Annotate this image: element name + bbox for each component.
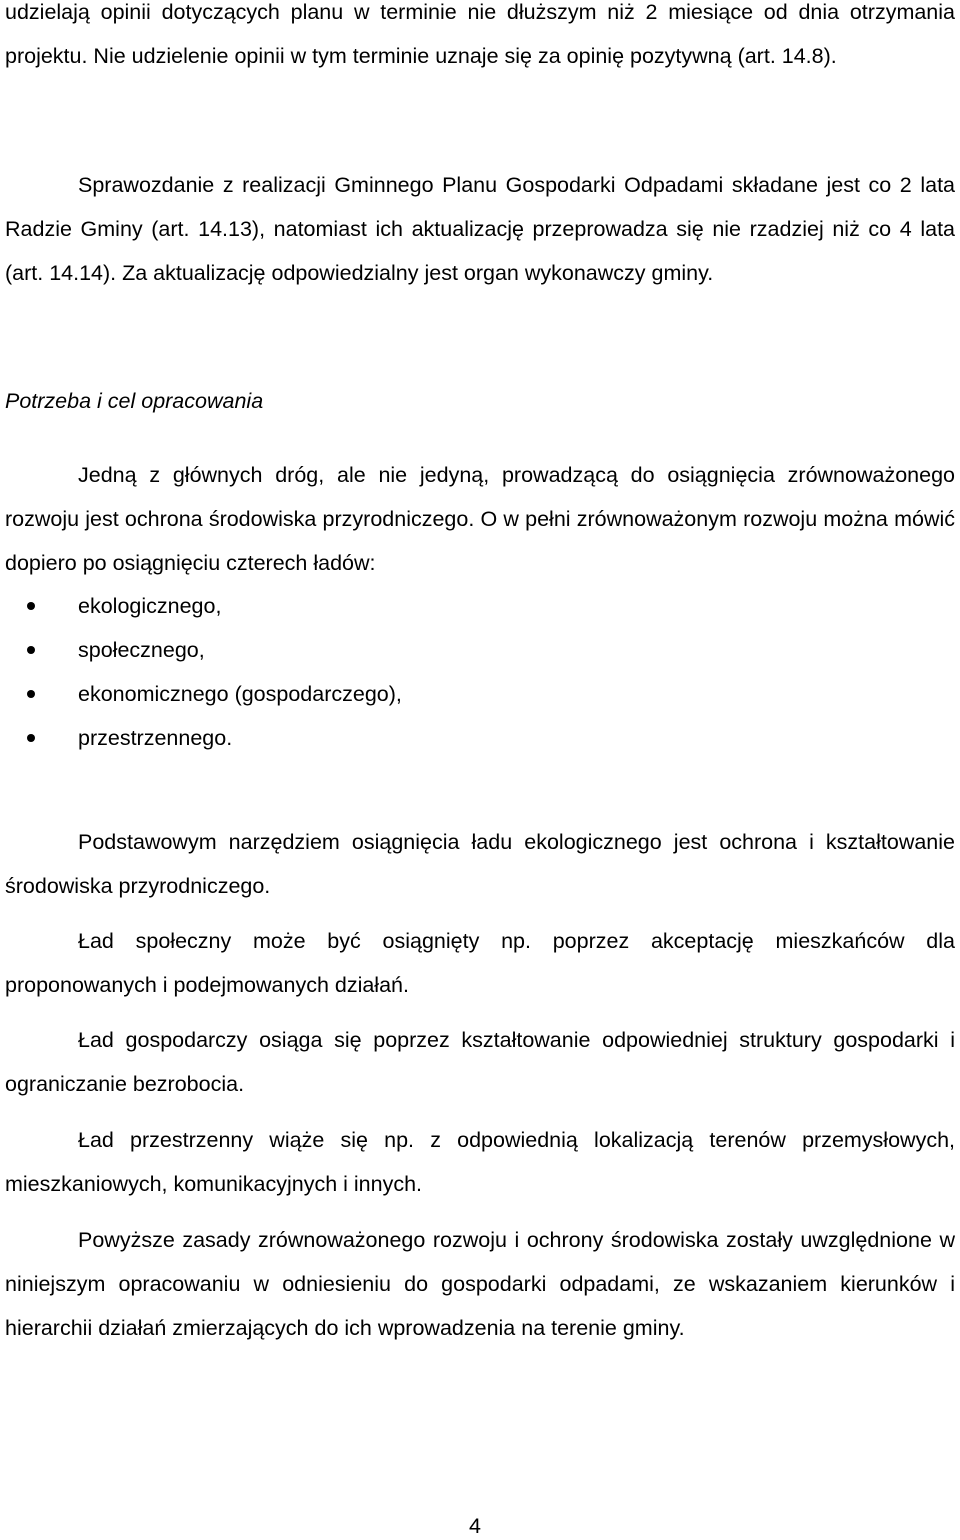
paragraph-economic-order: Ład gospodarczy osiąga się poprzez kształtowanie odpowiedniej struktury gospodarki i ograniczanie bezrobocia. (5, 1028, 955, 1096)
bullet-dot-icon (27, 646, 35, 654)
bullet-dot-icon (27, 602, 35, 610)
paragraph-sustainable-development: Jedną z głównych dróg, ale nie jedyną, prowadzącą do osiągnięcia zrównoważonego rozwoju jest ochrona środowiska przyrodniczego. O w pełni zrównoważonym rozwoju można mówić dopiero po osiągnięciu czterech ładów: (5, 463, 955, 575)
page-number: 4 (469, 1514, 481, 1538)
paragraph-social-order: Ład społeczny może być osiągnięty np. poprzez akceptację mieszkańców dla proponowanych i podejmowanych działań. (5, 929, 955, 997)
paragraph-spatial-order: Ład przestrzenny wiąże się np. z odpowiednią lokalizacją terenów przemysłowych, mieszkaniowych, komunikacyjnych i innych. (5, 1128, 955, 1196)
bullet-item (5, 716, 955, 760)
section-heading: Potrzeba i cel opracowania (5, 389, 264, 413)
bullet-item-label: przestrzennego. (78, 726, 233, 750)
paragraph-report-and-update: Sprawozdanie z realizacji Gminnego Planu Gospodarki Odpadami składane jest co 2 lata Radzie Gminy (art. 14.13), natomiast ich aktualizację przeprowadza się nie rzadziej niż co 4 lata (art. 14.14). Za aktualizację odpowiedzialny jest organ wykonawczy gminy. (5, 173, 955, 285)
bullet-item (5, 584, 955, 628)
bullet-dot-icon (27, 690, 35, 698)
bullet-item-label: ekologicznego, (78, 594, 222, 618)
paragraph-ecological-order: Podstawowym narzędziem osiągnięcia ładu ekologicznego jest ochrona i kształtowanie środowiska przyrodniczego. (5, 830, 955, 898)
bullet-dot-icon (27, 734, 35, 742)
bullet-item-label: ekonomicznego (gospodarczego), (78, 682, 402, 706)
bullet-item (5, 628, 955, 672)
bullet-list-orders (5, 584, 955, 760)
bullet-item-label: społecznego, (78, 638, 205, 662)
document-page (5, 0, 955, 1537)
paragraph-opinion-deadline: udzielają opinii dotyczących planu w terminie nie dłuższym niż 2 miesiące od dnia otrzymania projektu. Nie udzielenie opinii w tym terminie uznaje się za opinię pozytywną (art. 14.8). (5, 0, 955, 68)
paragraph-principles-applied: Powyższe zasady zrównoważonego rozwoju i ochrony środowiska zostały uwzględnione w niniejszym opracowaniu w odniesieniu do gospodarki odpadami, ze wskazaniem kierunków i hierarchii działań zmierzających do ich wprowadzenia na terenie gminy. (5, 1228, 955, 1340)
bullet-item (5, 672, 955, 716)
